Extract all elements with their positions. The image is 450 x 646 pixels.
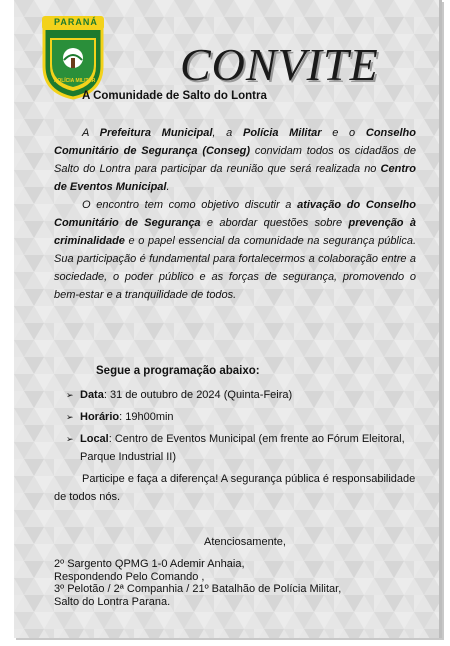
bold-text: Polícia Militar xyxy=(242,127,322,139)
badge-text-top: PARANÁ xyxy=(54,17,98,27)
signature-line: 2º Sargento QPMG 1-0 Ademir Anhaia, xyxy=(54,558,245,570)
arrow-bullet-icon: ➢ xyxy=(66,390,74,400)
invitation-body xyxy=(54,124,416,304)
paragraph-objective xyxy=(54,196,416,304)
text: e o xyxy=(321,127,366,139)
arrow-bullet-icon: ➢ xyxy=(66,434,74,444)
bold-text: Conselho Comunitário de Segurança (Conseg) xyxy=(54,127,416,157)
bold-text: ativação do Conselho Comunitário de Segurança xyxy=(54,199,416,229)
signature-line: Salto do Lontra Parana. xyxy=(54,595,171,608)
badge-text-bottom: POLÍCIA MILITAR xyxy=(54,78,96,84)
schedule-value: : Centro de Eventos Municipal (em frente ao Fórum Eleitoral, Parque Industrial II) xyxy=(80,433,405,463)
schedule-list xyxy=(66,386,416,470)
schedule-value: : 31 de outubro de 2024 (Quinta-Feira) xyxy=(103,389,293,401)
paragraph-intro xyxy=(54,124,416,196)
bold-text: Centro de Eventos Municipal xyxy=(54,163,416,193)
text: . xyxy=(166,181,170,193)
text: A xyxy=(82,127,100,139)
text: e abordar questões sobre xyxy=(200,217,349,229)
signature-block xyxy=(54,558,341,608)
text: e o papel essencial da comunidade na segurança pública. Sua participação é fundamental para fortalecermos a colaboração entre a sociedade, o poder público e as forças de segurança, promovendo o bem-estar e a tranquilidade de todos. xyxy=(54,235,416,301)
regards: Atenciosamente, xyxy=(204,536,286,548)
bold-text: Prefeitura Municipal xyxy=(99,127,213,139)
text: convidam todos os cidadãos de Salto do Lontra para participar da reunião que será realizada no xyxy=(54,145,416,175)
schedule-label: Data xyxy=(80,389,104,401)
schedule-label: Local xyxy=(80,433,109,445)
text: , a xyxy=(212,127,243,139)
schedule-item-time xyxy=(66,408,416,426)
text: O encontro tem como objetivo discutir a xyxy=(82,199,298,211)
schedule-label: Horário xyxy=(80,411,120,423)
schedule-value: : 19h00min xyxy=(119,411,174,423)
invitation-page xyxy=(14,0,442,638)
signature-line: Respondendo Pelo Comando , xyxy=(54,570,205,583)
schedule-heading: Segue a programação abaixo: xyxy=(96,365,260,377)
schedule-item-date xyxy=(66,386,416,404)
page-title: CONVITE xyxy=(180,39,379,90)
arrow-bullet-icon: ➢ xyxy=(66,412,74,422)
closing-text: Participe e faça a diferença! A segurança pública é responsabilidade de todos nós. xyxy=(54,473,416,503)
subtitle: A Comunidade de Salto do Lontra xyxy=(82,90,267,102)
closing-note xyxy=(54,470,416,506)
signature-line: 3º Pelotão / 2ª Companhia / 21º Batalhão de Polícia Militar, xyxy=(54,583,342,595)
bold-text: prevenção à criminalidade xyxy=(54,217,416,247)
schedule-item-location xyxy=(66,430,416,466)
